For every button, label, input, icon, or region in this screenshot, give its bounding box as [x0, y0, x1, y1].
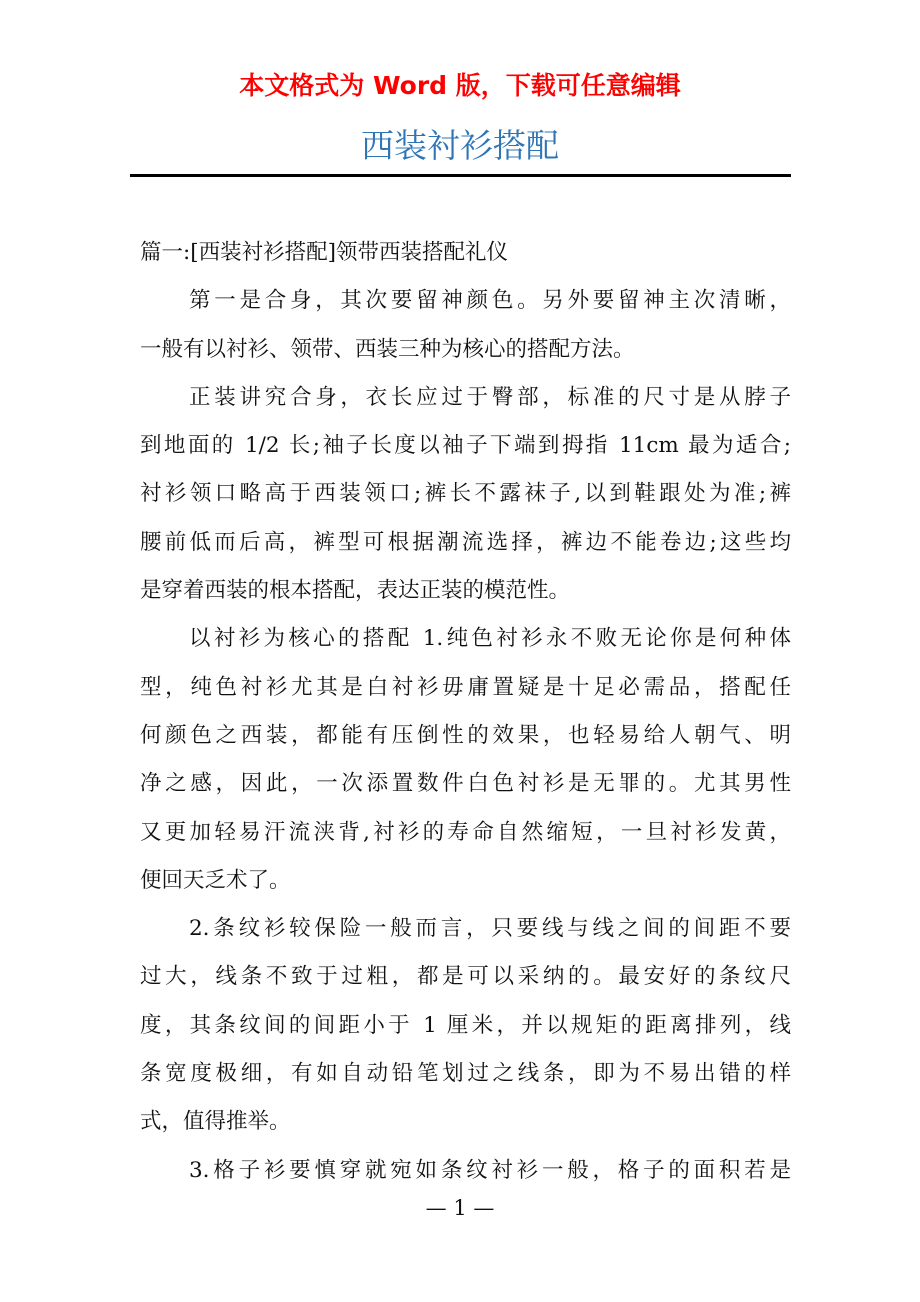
text-line: 是穿着西装的根本搭配，表达正装的模范性。 [140, 578, 571, 604]
page-number: — 1 — [425, 1196, 495, 1220]
text-line: 3.格子衫要慎穿就宛如条纹衬衫一般，格子的面积若是 [189, 1157, 791, 1183]
text-line: 腰前低而后高，裤型可根据潮流选择，裤边不能卷边;这些均 [140, 529, 791, 555]
text-line: 式，值得推举。 [140, 1109, 291, 1135]
section-heading: 篇一:[西装衬衫搭配]领带西装搭配礼仪 [140, 240, 509, 265]
text-line: 又更加轻易汗流浃背,衬衫的寿命自然缩短，一旦衬衫发黄， [140, 819, 791, 845]
text-line: 条宽度极细，有如自动铅笔划过之线条，即为不易出错的样 [140, 1061, 791, 1087]
text-line: 一般有以衬衫、领带、西装三种为核心的搭配方法。 [140, 336, 635, 362]
text-line: 衬衫领口略高于西装领口;裤长不露袜子,以到鞋跟处为准;裤 [140, 481, 791, 507]
document-title: 西装衬衫搭配 [361, 126, 559, 165]
text-line: 过大，线条不致于过粗，都是可以采纳的。最安好的条纹尺 [140, 964, 791, 990]
text-line: 何颜色之西装，都能有压倒性的效果，也轻易给人朝气、明 [140, 722, 791, 748]
document-body [140, 236, 791, 1202]
text-line: 便回天乏术了。 [140, 867, 291, 893]
text-line: 2.条纹衫较保险一般而言，只要线与线之间的间距不要 [189, 916, 791, 942]
text-line: 到地面的 1/2 长;袖子长度以袖子下端到拇指 11cm 最为适合; [140, 433, 791, 459]
text-line: 净之感，因此，一次添置数件白色衬衫是无罪的。尤其男性 [140, 771, 791, 797]
text-line: 第一是合身，其次要留神颜色。另外要留神主次清晰， [189, 288, 791, 314]
text-line: 以衬衫为核心的搭配 1.纯色衬衫永不败无论你是何种体 [189, 626, 791, 652]
text-line: 度，其条纹间的间距小于 1 厘米，并以规矩的距离排列，线 [140, 1012, 791, 1038]
format-notice: 本文格式为 Word 版，下载可任意编辑 [239, 71, 681, 100]
text-line: 型，纯色衬衫尤其是白衬衫毋庸置疑是十足必需品，搭配任 [140, 674, 791, 700]
text-line: 正装讲究合身，衣长应过于臀部，标准的尺寸是从脖子 [189, 384, 791, 410]
header-rule [130, 174, 791, 177]
